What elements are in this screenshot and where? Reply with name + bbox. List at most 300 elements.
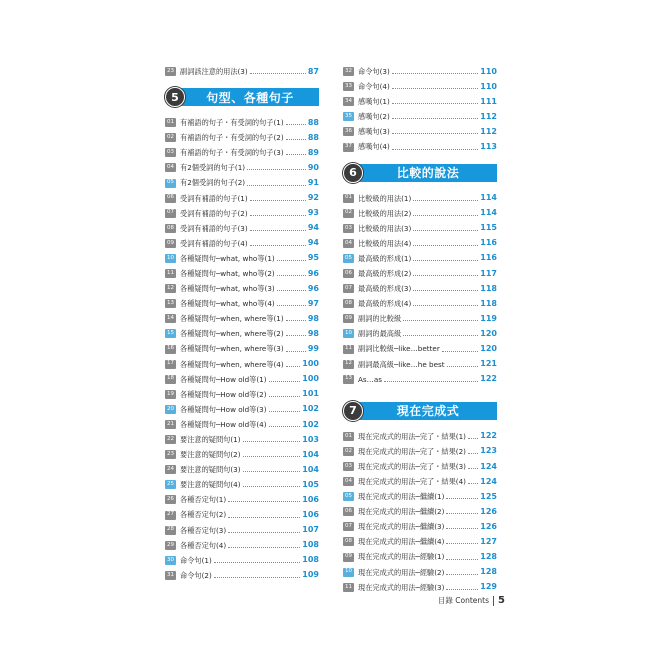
- entry-title: 各種疑問句─How old等(1): [180, 374, 267, 384]
- entry-title: 現在完成式的用法─完了・結果(4): [358, 477, 466, 486]
- entry-page-number: 91: [307, 178, 319, 188]
- entry-number-badge: 24: [165, 465, 176, 474]
- entry-title: 各種否定句(2): [180, 510, 227, 520]
- toc-entry[interactable]: [343, 534, 497, 549]
- entry-title: 副詞最高級─like…he best: [358, 359, 445, 369]
- entry-title: 現在完成式的用法─完了・結果(3): [358, 461, 466, 471]
- entry-page-number: 103: [302, 434, 319, 444]
- entry-page-number: 128: [480, 552, 497, 562]
- toc-entry[interactable]: [343, 311, 497, 326]
- entry-title: 現在完成式的用法─繼續(4): [358, 537, 445, 547]
- toc-entry[interactable]: [343, 550, 497, 565]
- toc-entry[interactable]: [165, 462, 319, 477]
- entry-page-number: 116: [480, 238, 497, 248]
- entry-page-number: 114: [480, 193, 497, 203]
- entry-number-badge: 36: [343, 127, 354, 136]
- dot-leader: [413, 260, 478, 261]
- entry-page-number: 119: [480, 313, 497, 323]
- entry-page-number: 121: [480, 359, 497, 369]
- entry-page-number: 110: [480, 66, 497, 76]
- toc-entry[interactable]: [343, 236, 497, 251]
- entry-number-badge: 02: [343, 209, 354, 218]
- entry-page-number: 109: [302, 570, 319, 580]
- toc-entry[interactable]: [165, 417, 319, 432]
- toc-entry[interactable]: [165, 266, 319, 281]
- entry-title: 各種疑問句─How old等(4): [180, 419, 267, 429]
- entry-page-number: 116: [480, 253, 497, 263]
- toc-entry[interactable]: [165, 145, 319, 160]
- entry-page-number: 126: [480, 521, 497, 531]
- entry-number-badge: 28: [165, 526, 176, 535]
- toc-entry[interactable]: [165, 357, 319, 372]
- entry-page-number: 96: [307, 283, 319, 293]
- entry-page-number: 106: [302, 494, 319, 504]
- dot-leader: [286, 154, 306, 155]
- dot-leader: [250, 230, 306, 231]
- entry-title: 比較級的用法(1): [358, 193, 412, 203]
- dot-leader: [269, 426, 301, 427]
- dot-leader: [446, 543, 478, 544]
- toc-entry[interactable]: [343, 296, 497, 311]
- dot-leader: [413, 245, 478, 246]
- toc-entry[interactable]: [343, 489, 497, 504]
- toc-entry[interactable]: [165, 281, 319, 296]
- footer-divider: [493, 596, 494, 606]
- dot-leader: [392, 73, 479, 74]
- dot-leader: [392, 133, 479, 134]
- entry-title: 命令句(1): [180, 555, 212, 565]
- dot-leader: [403, 335, 478, 336]
- dot-leader: [250, 215, 306, 216]
- entry-number-badge: 30: [165, 556, 176, 565]
- dot-leader: [413, 305, 478, 306]
- entry-page-number: 97: [307, 298, 319, 308]
- entry-number-badge: 12: [343, 360, 354, 369]
- entry-page-number: 87: [307, 66, 319, 76]
- section-title[interactable]: 比較的說法: [359, 164, 497, 182]
- entry-number-badge: 22: [165, 435, 176, 444]
- toc-entry[interactable]: [165, 372, 319, 387]
- dot-leader: [247, 185, 306, 186]
- dot-leader: [446, 513, 478, 514]
- entry-page-number: 108: [302, 540, 319, 550]
- entry-page-number: 100: [302, 374, 319, 384]
- dot-leader: [228, 532, 300, 533]
- entry-title: 有補語的句子・有受詞的句子(2): [180, 133, 284, 143]
- entry-page-number: 101: [302, 389, 319, 399]
- dot-leader: [243, 471, 301, 472]
- entry-number-badge: 01: [165, 118, 176, 127]
- dot-leader: [243, 486, 301, 487]
- entry-title: 感嘆句(2): [358, 112, 390, 122]
- entry-page-number: 90: [307, 162, 319, 172]
- entry-title: 感嘆句(3): [358, 127, 390, 137]
- dot-leader: [446, 589, 478, 590]
- toc-entry[interactable]: [165, 296, 319, 311]
- entry-page-number: 125: [480, 491, 497, 501]
- toc-entry[interactable]: [343, 109, 497, 124]
- toc-column-left: [165, 64, 319, 583]
- toc-entry[interactable]: [165, 175, 319, 190]
- dot-leader: [442, 351, 479, 352]
- entry-number-badge: 32: [343, 67, 354, 76]
- entry-title: 各種疑問句─when, where等(3): [180, 344, 284, 354]
- entry-number-badge: 15: [165, 329, 176, 338]
- dot-leader: [384, 381, 478, 382]
- entry-title: 現在完成式的用法─繼續(3): [358, 522, 445, 532]
- entry-number-badge: 10: [165, 254, 176, 263]
- dot-leader: [286, 351, 306, 352]
- toc-entry[interactable]: [343, 206, 497, 221]
- entry-page-number: 94: [307, 223, 319, 233]
- dot-leader: [277, 275, 306, 276]
- entry-number-badge: 01: [343, 194, 354, 203]
- toc-entry[interactable]: [165, 477, 319, 492]
- entry-page-number: 105: [302, 479, 319, 489]
- toc-entry[interactable]: [165, 160, 319, 175]
- dot-leader: [468, 438, 478, 439]
- entry-title: 感嘆句(1): [358, 97, 390, 107]
- dot-leader: [277, 260, 306, 261]
- entry-number-badge: 34: [343, 97, 354, 106]
- toc-entry[interactable]: [165, 206, 319, 221]
- entry-number-badge: 04: [343, 477, 354, 486]
- toc-entry[interactable]: [165, 553, 319, 568]
- entry-title: 受詞有補語的句子(2): [180, 208, 248, 218]
- entry-page-number: 120: [480, 344, 497, 354]
- entry-number-badge: 33: [343, 82, 354, 91]
- toc-entry[interactable]: [165, 191, 319, 206]
- entry-page-number: 129: [480, 582, 497, 592]
- entry-page-number: 89: [307, 147, 319, 157]
- entry-page-number: 94: [307, 238, 319, 248]
- entry-number-badge: 27: [165, 511, 176, 520]
- entry-number-badge: 07: [343, 522, 354, 531]
- dot-leader: [228, 517, 300, 518]
- dot-leader: [214, 577, 301, 578]
- section-header: [343, 163, 497, 183]
- section-title[interactable]: 句型、各種句子: [181, 88, 319, 106]
- entry-title: 各種疑問句─what, who等(2): [180, 268, 275, 278]
- entry-number-badge: 08: [343, 537, 354, 546]
- entry-number-badge: 11: [343, 583, 354, 592]
- entry-page-number: 98: [307, 313, 319, 323]
- entry-number-badge: 25: [165, 480, 176, 489]
- entry-number-badge: 07: [165, 209, 176, 218]
- entry-page-number: 115: [480, 223, 497, 233]
- entry-number-badge: 19: [165, 390, 176, 399]
- dot-leader: [250, 200, 306, 201]
- entry-page-number: 122: [480, 374, 497, 384]
- entry-number-badge: 01: [343, 432, 354, 441]
- entry-page-number: 98: [307, 328, 319, 338]
- toc-entry[interactable]: [165, 508, 319, 523]
- entry-title: 要注意的疑問句(1): [180, 435, 241, 444]
- entry-title: 受詞有補語的句子(4): [180, 238, 248, 248]
- entry-number-badge: 03: [165, 148, 176, 157]
- entry-title: 現在完成式的用法─完了・結果(2): [358, 446, 466, 456]
- entry-number-badge: 31: [165, 571, 176, 580]
- entry-title: 現在完成式的用法─經驗(1): [358, 552, 445, 562]
- entry-number-badge: 05: [165, 179, 176, 188]
- toc-entry[interactable]: [343, 266, 497, 281]
- toc-entry[interactable]: [343, 79, 497, 94]
- entry-number-badge: 37: [343, 143, 354, 152]
- toc-entry[interactable]: [165, 221, 319, 236]
- entry-number-badge: 26: [165, 495, 176, 504]
- dot-leader: [214, 562, 301, 563]
- entry-title: 各種疑問句─when, where等(2): [180, 329, 284, 339]
- section-title[interactable]: 現在完成式: [359, 402, 497, 420]
- dot-leader: [286, 124, 306, 125]
- entry-title: 各種疑問句─when, where等(1): [180, 314, 284, 324]
- dot-leader: [413, 275, 478, 276]
- entry-page-number: 104: [302, 449, 319, 459]
- toc-entry[interactable]: [165, 568, 319, 583]
- entry-page-number: 114: [480, 208, 497, 218]
- entry-number-badge: 17: [165, 360, 176, 369]
- entry-page-number: 118: [480, 283, 497, 293]
- entry-title: 各種否定句(1): [180, 495, 227, 505]
- dot-leader: [413, 215, 478, 216]
- entry-page-number: 112: [480, 126, 497, 136]
- entry-number-badge: 02: [343, 447, 354, 456]
- entry-page-number: 118: [480, 298, 497, 308]
- section-number: 5: [165, 87, 185, 107]
- entry-title: 有補語的句子・有受詞的句子(1): [180, 118, 284, 128]
- dot-leader: [392, 149, 479, 150]
- entry-list: [165, 115, 319, 583]
- entry-title: 各種疑問句─what, who等(4): [180, 299, 275, 309]
- entry-page-number: 106: [302, 510, 319, 520]
- entry-number-badge: 10: [343, 568, 354, 577]
- entry-title: 副詞的比較級: [358, 314, 402, 324]
- entry-page-number: 100: [302, 359, 319, 369]
- entry-number-badge: 21: [165, 420, 176, 429]
- entry-title: 有2個受詞的句子(2): [180, 178, 246, 188]
- toc-entry[interactable]: [343, 580, 497, 595]
- toc-entry[interactable]: [165, 236, 319, 251]
- toc-entry[interactable]: [343, 444, 497, 459]
- dot-leader: [403, 320, 478, 321]
- entry-title: 比較級的用法(2): [358, 208, 412, 218]
- entry-title: 最高級的形成(3): [358, 284, 412, 294]
- footer-page-number: 5: [498, 595, 505, 606]
- dot-leader: [247, 169, 306, 170]
- dot-leader: [447, 366, 479, 367]
- dot-leader: [413, 290, 478, 291]
- entry-title: 有補語的句子・有受詞的句子(3): [180, 148, 284, 158]
- entry-number-badge: 11: [165, 269, 176, 278]
- entry-number-badge: 23: [165, 67, 176, 76]
- entry-list: [343, 191, 497, 387]
- entry-number-badge: 09: [343, 314, 354, 323]
- toc-entry[interactable]: [343, 342, 497, 357]
- entry-title: 副詞的最高級: [358, 329, 402, 339]
- entry-title: 各種否定句(3): [180, 525, 227, 535]
- dot-leader: [413, 230, 478, 231]
- entry-title: 最高級的形成(2): [358, 268, 412, 278]
- entry-page-number: 128: [480, 567, 497, 577]
- entry-page-number: 99: [307, 344, 319, 354]
- entry-title: 各種疑問句─How old等(2): [180, 389, 267, 399]
- entry-title: 受詞有補語的句子(3): [180, 223, 248, 233]
- toc-entry[interactable]: [343, 357, 497, 372]
- dot-leader: [446, 574, 478, 575]
- dot-leader: [286, 139, 306, 140]
- entry-number-badge: 13: [165, 299, 176, 308]
- toc-entry[interactable]: [343, 251, 497, 266]
- entry-number-badge: 18: [165, 375, 176, 384]
- toc-entry[interactable]: [343, 64, 497, 79]
- entry-title: 受詞有補語的句子(1): [180, 193, 248, 203]
- entry-number-badge: 08: [165, 224, 176, 233]
- entry-title: 命令句(3): [358, 66, 390, 76]
- entry-number-badge: 02: [165, 133, 176, 142]
- entry-number-badge: 04: [343, 239, 354, 248]
- entry-page-number: 104: [302, 464, 319, 474]
- entry-number-badge: 09: [165, 239, 176, 248]
- dot-leader: [277, 305, 306, 306]
- dot-leader: [250, 73, 306, 74]
- entry-page-number: 127: [480, 536, 497, 546]
- entry-title: 最高級的形成(4): [358, 299, 412, 309]
- entry-title: 各種疑問句─when, where等(4): [180, 359, 284, 369]
- entry-page-number: 110: [480, 81, 497, 91]
- toc-entry[interactable]: [343, 474, 497, 489]
- entry-title: 副詞該注意的用法(3): [180, 66, 248, 76]
- entry-title: 各種疑問句─what, who等(1): [180, 253, 275, 263]
- dot-leader: [228, 547, 300, 548]
- entry-number-badge: 11: [343, 345, 354, 354]
- entry-number-badge: 06: [165, 194, 176, 203]
- dot-leader: [250, 245, 306, 246]
- toc-entry[interactable]: [343, 191, 497, 206]
- toc-entry[interactable]: [165, 342, 319, 357]
- entry-number-badge: 03: [343, 462, 354, 471]
- entry-title: 要注意的疑問句(4): [180, 480, 241, 490]
- toc-entry[interactable]: [165, 64, 319, 79]
- dot-leader: [228, 501, 300, 502]
- entry-page-number: 102: [302, 404, 319, 414]
- toc-entry[interactable]: [165, 523, 319, 538]
- toc-entry[interactable]: [165, 115, 319, 130]
- entry-title: 各種疑問句─what, who等(3): [180, 284, 275, 294]
- entry-number-badge: 05: [343, 492, 354, 501]
- dot-leader: [243, 441, 301, 442]
- entry-title: 現在完成式的用法─完了・結果(1): [358, 431, 466, 441]
- section-number: 7: [343, 401, 363, 421]
- section-number: 6: [343, 163, 363, 183]
- toc-entry[interactable]: [165, 387, 319, 402]
- toc-entry[interactable]: [343, 94, 497, 109]
- toc-entry[interactable]: [165, 538, 319, 553]
- entry-title: 命令句(2): [180, 570, 212, 580]
- toc-entry[interactable]: [343, 504, 497, 519]
- entry-number-badge: 23: [165, 450, 176, 459]
- entry-page-number: 88: [307, 117, 319, 127]
- dot-leader: [286, 366, 301, 367]
- toc-entry[interactable]: [343, 519, 497, 534]
- dot-leader: [468, 483, 478, 484]
- toc-entry[interactable]: [165, 326, 319, 341]
- entry-page-number: 93: [307, 208, 319, 218]
- entry-title: 各種疑問句─How old等(3): [180, 404, 267, 414]
- toc-entry[interactable]: [343, 372, 497, 387]
- dot-leader: [446, 498, 478, 499]
- dot-leader: [392, 118, 479, 119]
- toc-entry[interactable]: [343, 124, 497, 139]
- entry-number-badge: 09: [343, 553, 354, 562]
- entry-page-number: 108: [302, 555, 319, 565]
- entry-page-number: 123: [480, 446, 497, 456]
- entry-number-badge: 08: [343, 299, 354, 308]
- entry-page-number: 111: [480, 96, 497, 106]
- dot-leader: [468, 453, 478, 454]
- toc-entry[interactable]: [165, 251, 319, 266]
- dot-leader: [286, 335, 306, 336]
- toc-entry[interactable]: [165, 492, 319, 507]
- entry-number-badge: 06: [343, 269, 354, 278]
- footer-label: 目錄 Contents: [437, 596, 490, 605]
- entry-page-number: 112: [480, 111, 497, 121]
- entry-number-badge: 05: [343, 254, 354, 263]
- toc-entry[interactable]: [165, 432, 319, 447]
- toc-entry[interactable]: [165, 130, 319, 145]
- toc-entry[interactable]: [343, 429, 497, 444]
- entry-list: [343, 64, 497, 155]
- entry-page-number: 92: [307, 193, 319, 203]
- entry-title: As…as: [358, 374, 382, 384]
- toc-entry[interactable]: [165, 402, 319, 417]
- page-footer: [438, 595, 505, 606]
- entry-number-badge: 13: [343, 375, 354, 384]
- entry-title: 要注意的疑問句(3): [180, 465, 241, 475]
- section-header: [343, 401, 497, 421]
- entry-page-number: 95: [307, 253, 319, 263]
- entry-number-badge: 29: [165, 541, 176, 550]
- entry-number-badge: 06: [343, 507, 354, 516]
- entry-page-number: 102: [302, 419, 319, 429]
- entry-title: 副詞比較級─like…better: [358, 344, 440, 354]
- entry-page-number: 113: [480, 142, 497, 152]
- entry-title: 命令句(4): [358, 82, 390, 92]
- toc-entry[interactable]: [343, 565, 497, 580]
- entry-number-badge: 10: [343, 329, 354, 338]
- toc-entry[interactable]: [165, 447, 319, 462]
- toc-column-right: [343, 64, 497, 595]
- toc-entry[interactable]: [165, 311, 319, 326]
- toc-entry[interactable]: [343, 326, 497, 341]
- entry-page-number: 96: [307, 268, 319, 278]
- dot-leader: [446, 528, 478, 529]
- entry-title: 感嘆句(4): [358, 142, 390, 152]
- section-header: [165, 87, 319, 107]
- entry-title: 各種否定句(4): [180, 540, 227, 550]
- entry-page-number: 88: [307, 132, 319, 142]
- toc-entry[interactable]: [343, 281, 497, 296]
- entry-title: 比較級的用法(3): [358, 223, 412, 233]
- toc-entry[interactable]: [343, 139, 497, 154]
- dot-leader: [269, 411, 301, 412]
- dot-leader: [286, 320, 306, 321]
- entry-page-number: 122: [480, 431, 497, 441]
- entry-number-badge: 04: [165, 163, 176, 172]
- toc-entry[interactable]: [343, 459, 497, 474]
- toc-entry[interactable]: [343, 221, 497, 236]
- dot-leader: [269, 381, 301, 382]
- entry-page-number: 117: [480, 268, 497, 278]
